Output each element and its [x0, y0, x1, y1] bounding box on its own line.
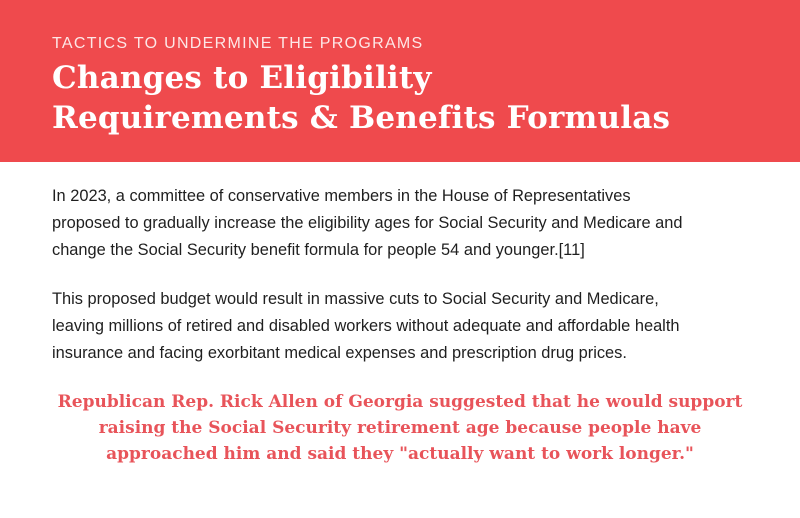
- page-title-line-1: Changes to Eligibility: [52, 60, 432, 96]
- pull-quote-line-2: raising the Social Security retirement age because people have: [98, 418, 702, 438]
- pull-quote-line-1: Republican Rep. Rick Allen of Georgia suggested that he would support: [57, 392, 743, 412]
- pull-quote-line-3: approached him and said they "actually want to work longer.": [106, 444, 694, 464]
- paragraph-2-line-2: leaving millions of retired and disabled workers without adequate and affordable health: [52, 317, 680, 335]
- body-paragraph-1: [52, 183, 772, 264]
- pull-quote: [20, 389, 780, 467]
- paragraph-1-line-3: change the Social Security benefit formula for people 54 and younger.[11]: [52, 241, 585, 259]
- page-title-line-2: Requirements & Benefits Formulas: [52, 100, 671, 136]
- section-eyebrow: TACTICS TO UNDERMINE THE PROGRAMS: [52, 35, 424, 52]
- header-banner: [0, 0, 800, 162]
- body-paragraph-2: [52, 286, 772, 367]
- page-title: [52, 58, 670, 138]
- paragraph-1-line-1: In 2023, a committee of conservative members in the House of Representatives: [52, 187, 631, 205]
- paragraph-2-line-3: insurance and facing exorbitant medical expenses and prescription drug prices.: [52, 344, 627, 362]
- paragraph-1-line-2: proposed to gradually increase the eligibility ages for Social Security and Medicare and: [52, 214, 683, 232]
- paragraph-2-line-1: This proposed budget would result in massive cuts to Social Security and Medicare,: [52, 290, 659, 308]
